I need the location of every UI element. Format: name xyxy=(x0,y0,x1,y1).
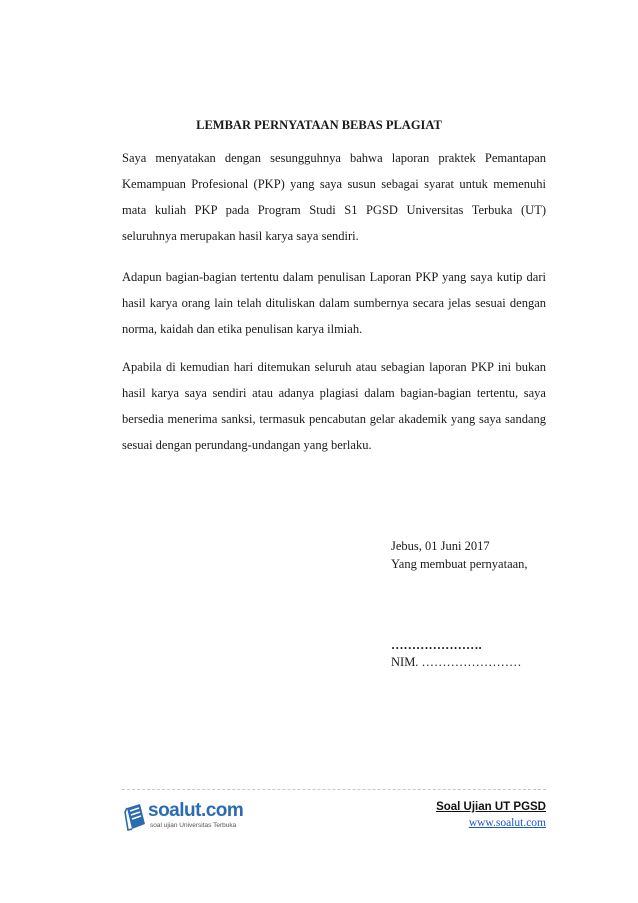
footer-url-link[interactable]: www.soalut.com xyxy=(468,817,546,829)
document-title: LEMBAR PERNYATAAN BEBAS PLAGIAT xyxy=(196,118,442,132)
footer-brand-link[interactable]: Soal Ujian UT PGSD xyxy=(436,801,546,813)
footer-divider xyxy=(122,789,546,790)
signature-nim: NIM. …………………… xyxy=(391,655,522,669)
signature-made-by: Yang membuat pernyataan, xyxy=(391,557,528,571)
book-icon xyxy=(124,802,148,832)
logo-tagline: soal ujian Universitas Terbuka xyxy=(150,822,237,829)
soalut-logo xyxy=(124,800,254,834)
paragraph-statement: Saya menyatakan dengan sesungguhnya bahwa laporan praktek Pemantapan Kemampuan Profesional (PKP) yang saya susun sebagai syarat untuk memenuhi mata kuliah PKP pada Program Studi S1 PGSD Universitas Terbuka (UT) seluruhnya merupakan hasil karya saya sendiri. xyxy=(122,151,546,243)
footer-brand-block xyxy=(436,799,546,831)
signature-name-blank: …………………. xyxy=(391,638,482,652)
paragraph-citations: Adapun bagian-bagian tertentu dalam penulisan Laporan PKP yang saya kutip dari hasil karya orang lain telah dituliskan dalam sumbernya secara jelas sesuai dengan norma, kaidah dan etika penulisan karya ilmiah. xyxy=(122,270,546,336)
logo-text: soalut.com xyxy=(148,800,244,821)
paragraph-sanctions: Apabila di kemudian hari ditemukan seluruh atau sebagian laporan PKP ini bukan hasil karya saya sendiri atau adanya plagiasi dalam bagian-bagian tertentu, saya bersedia menerima sanksi, termasuk pencabutan gelar akademik yang saya sandang sesuai dengan perundang-undangan yang berlaku. xyxy=(122,360,546,452)
signature-place-date: Jebus, 01 Juni 2017 xyxy=(391,539,490,553)
